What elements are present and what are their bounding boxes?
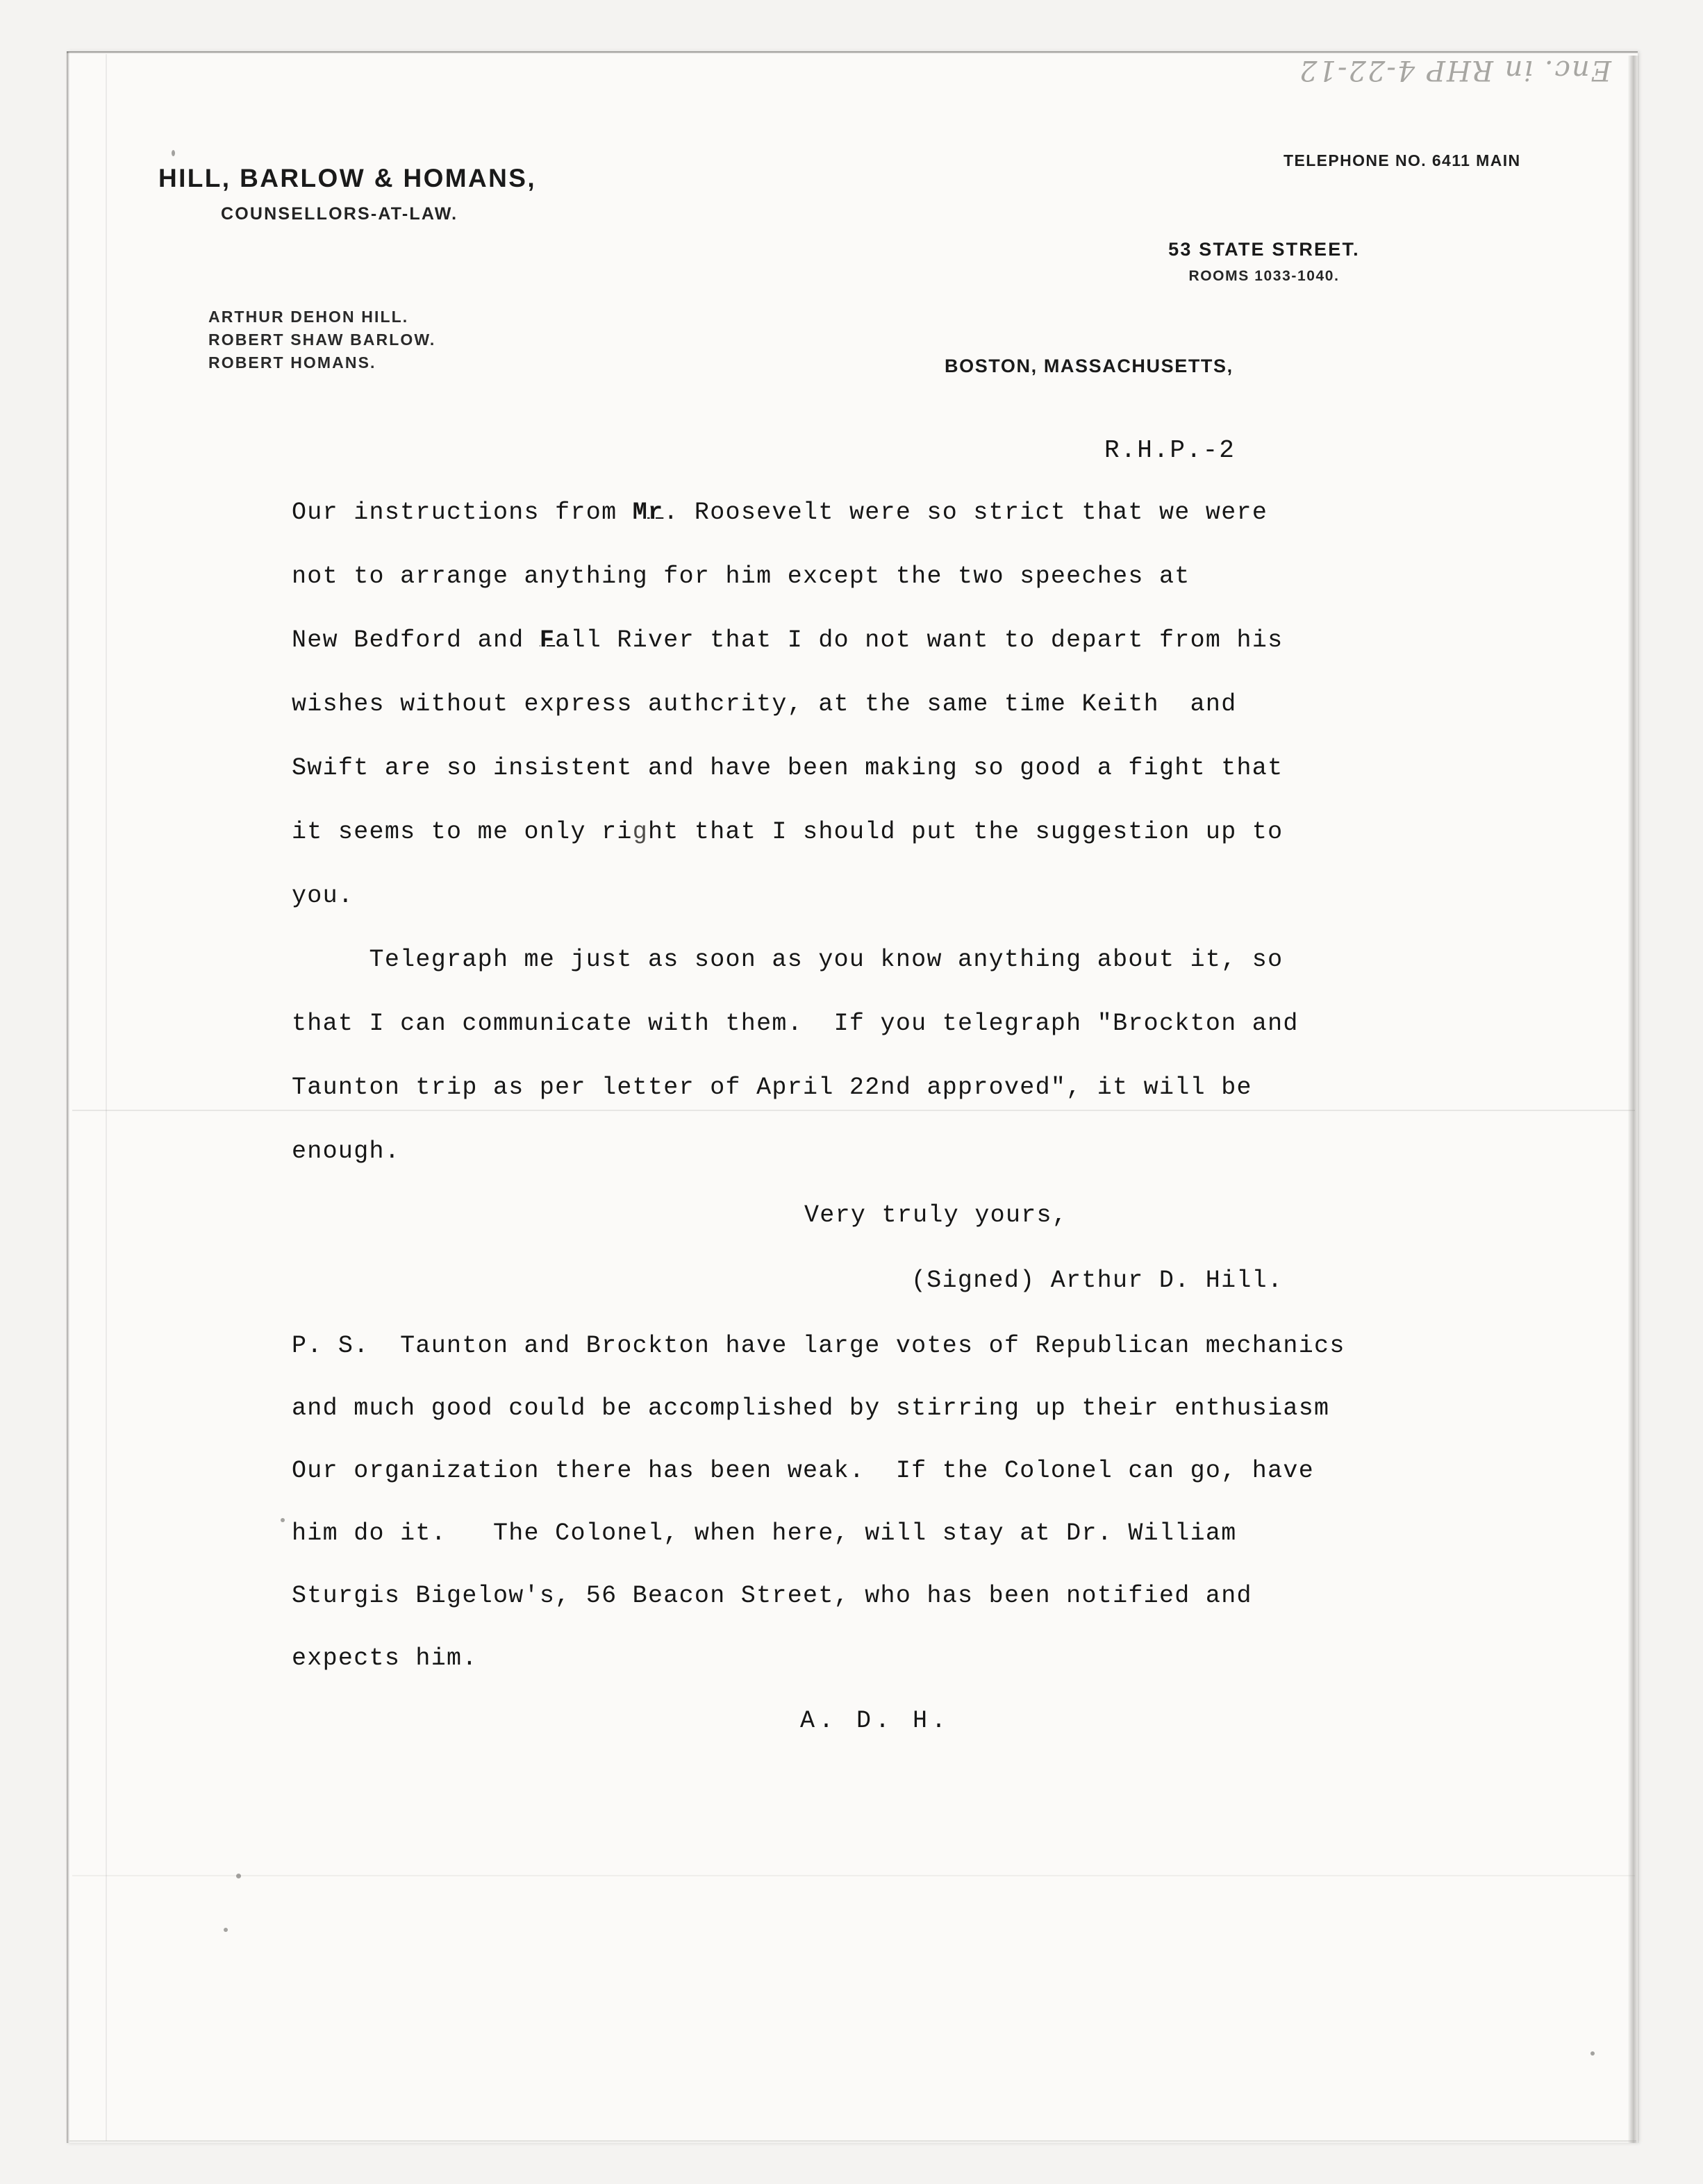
postscript-line: P. S. Taunton and Brockton have large votes of Republican mechanics bbox=[292, 1332, 1345, 1360]
body-text-fragment: New Bedford and bbox=[292, 626, 540, 654]
postscript-line: him do it. The Colonel, when here, will stay at Dr. William bbox=[292, 1519, 1237, 1547]
body-line: wishes without express authcrity, at the same time Keith and bbox=[292, 690, 1237, 718]
firm-name: HILL, BARLOW & HOMANS, bbox=[158, 164, 537, 192]
handwritten-annotation: Enc. in RHP 4-22-12 bbox=[1298, 54, 1611, 86]
partner-name: ROBERT HOMANS. bbox=[208, 353, 376, 372]
body-line: that I can communicate with them. If you telegraph "Brockton and bbox=[292, 1010, 1299, 1037]
partner-name: ARTHUR DEHON HILL. bbox=[208, 308, 409, 326]
body-text-fragment: . Roosevelt were so strict that we were bbox=[663, 499, 1268, 526]
overstruck-text: F bbox=[539, 626, 556, 654]
overstruck-text: Mr bbox=[632, 499, 664, 526]
author-initials: A. D. H. bbox=[800, 1707, 951, 1735]
postscript-line: and much good could be accomplished by stirring up their enthusiasm bbox=[292, 1394, 1330, 1422]
body-line: Taunton trip as per letter of April 22nd approved", it will be bbox=[292, 1074, 1252, 1101]
faint-text: g bbox=[632, 818, 648, 846]
street-address: 53 STATE STREET. bbox=[1168, 239, 1360, 260]
reference-code: R.H.P.-2 bbox=[1104, 436, 1236, 465]
body-text-fragment: Our instructions from bbox=[292, 499, 633, 526]
body-line bbox=[292, 818, 1283, 846]
body-line: you. bbox=[292, 882, 354, 910]
body-line: enough. bbox=[292, 1137, 401, 1165]
body-text-fragment: all River that I do not want to depart from his bbox=[555, 626, 1284, 654]
postscript-line: Our organization there has been weak. If the Colonel can go, have bbox=[292, 1457, 1315, 1485]
partner-name: ROBERT SHAW BARLOW. bbox=[208, 331, 436, 349]
closing-line: Very truly yours, bbox=[804, 1201, 1068, 1229]
postscript-line: Sturgis Bigelow's, 56 Beacon Street, who has been notified and bbox=[292, 1582, 1252, 1610]
firm-subtitle: COUNSELLORS-AT-LAW. bbox=[221, 204, 458, 224]
room-numbers: ROOMS 1033-1040. bbox=[1188, 268, 1340, 284]
body-line bbox=[292, 499, 1268, 526]
city-line: BOSTON, MASSACHUSETTS, bbox=[945, 356, 1233, 376]
telephone-line: TELEPHONE NO. 6411 MAIN bbox=[1284, 151, 1521, 169]
body-text-fragment: ht that I should put the suggestion up to bbox=[648, 818, 1284, 846]
body-text-fragment: it seems to me only ri bbox=[292, 818, 633, 846]
body-line: Swift are so insistent and have been making so good a fight that bbox=[292, 754, 1284, 782]
body-line: not to arrange anything for him except the two speeches at bbox=[292, 562, 1190, 590]
body-line bbox=[292, 626, 1283, 654]
postscript-line: expects him. bbox=[292, 1644, 478, 1672]
signature-line: (Signed) Arthur D. Hill. bbox=[911, 1267, 1284, 1294]
body-line: Telegraph me just as soon as you know anything about it, so bbox=[292, 946, 1284, 974]
